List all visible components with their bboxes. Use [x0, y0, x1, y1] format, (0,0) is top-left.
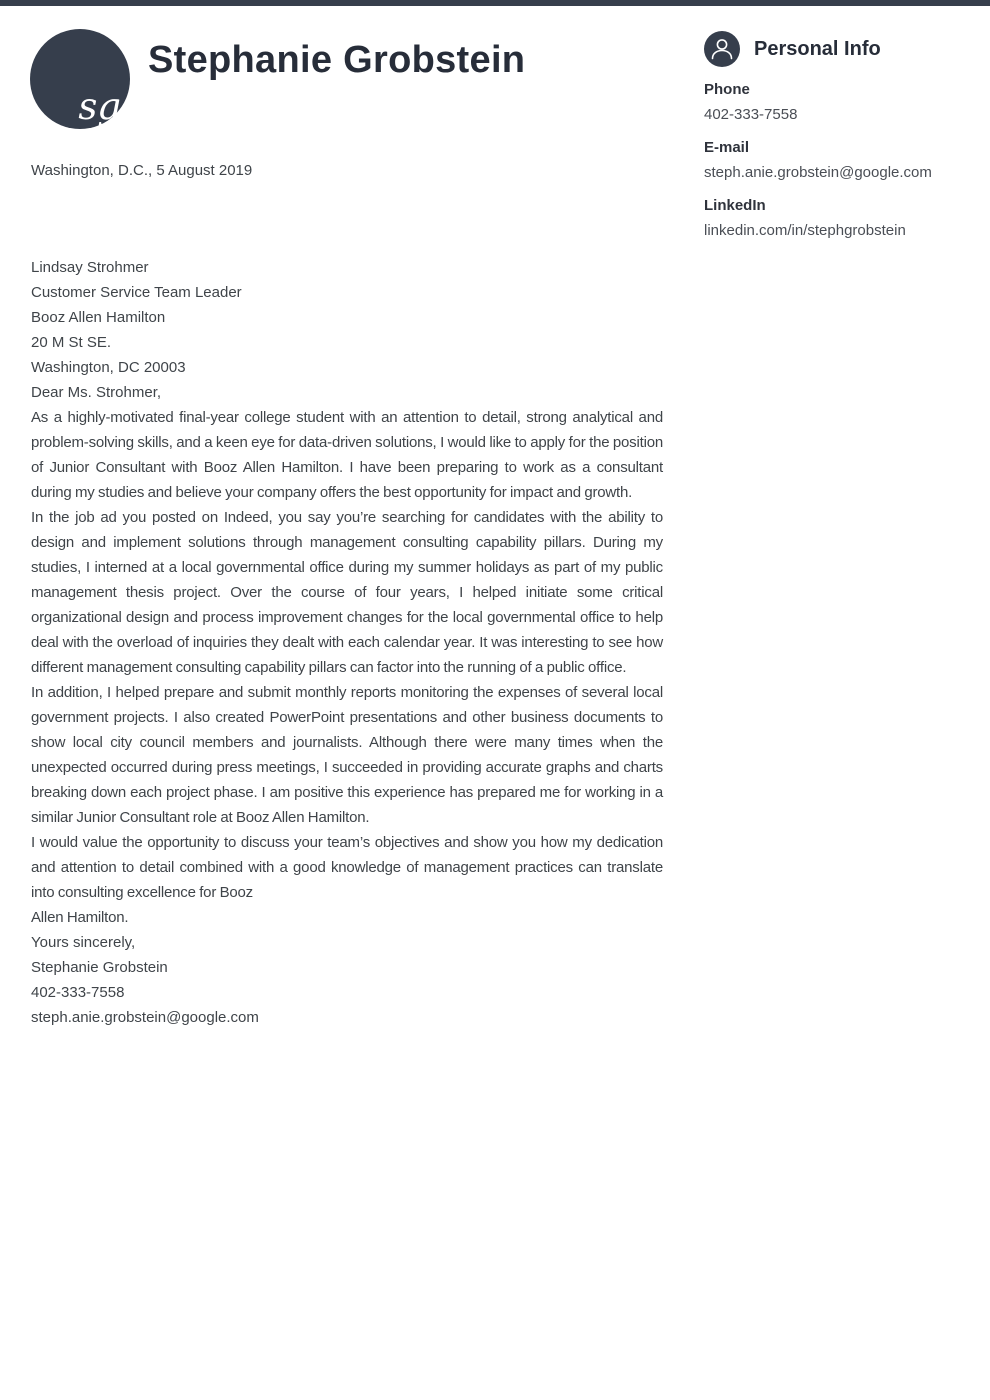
recipient-street: 20 M St SE.	[31, 334, 112, 351]
paragraph-4-tail: Allen Hamilton.	[31, 909, 129, 926]
personal-info-item-linkedin	[704, 196, 966, 241]
paragraph-3: In addition, I helped prepare and submit monthly reports monitoring the expenses of several local government projects. I also created PowerPoint presentations and other business documents to show local city council members and journalists. Although there were many times when the unexpected occurred during press meetings, I succeeded in providing accurate graphs and charts breaking down each project phase. I am positive this experience has prepared me for working in a similar Junior Consultant role at Booz Allen Hamilton.	[31, 684, 663, 826]
page-title: Stephanie Grobstein	[148, 39, 526, 81]
avatar-monogram: sg	[78, 85, 121, 128]
paragraph-4-main: I would value the opportunity to discuss your team’s objectives and show you how my dedication and attention to detail combined with a good knowledge of management practices can translate into consulting excellence for Booz	[31, 834, 663, 901]
email-label: E-mail	[704, 139, 750, 156]
signature-email: steph.anie.grobstein@google.com	[31, 1009, 259, 1026]
person-icon	[704, 31, 740, 67]
avatar	[30, 29, 130, 129]
personal-info-item-phone	[704, 80, 966, 125]
personal-info-panel	[704, 31, 966, 241]
salutation: Dear Ms. Strohmer,	[31, 384, 162, 401]
paragraph-1: As a highly-motivated final-year college student with an attention to detail, strong analytical and problem-solving skills, and a keen eye for data-driven solutions, I would like to apply for the position of Junior Consultant with Booz Allen Hamilton. I have been preparing to work as a consultant during my studies and believe your company offers the best opportunity for impact and growth.	[31, 409, 663, 501]
personal-info-title: Personal Info	[754, 37, 881, 60]
closing-line: Yours sincerely,	[31, 934, 136, 951]
phone-value: 402-333-7558	[704, 106, 798, 123]
phone-label: Phone	[704, 81, 750, 98]
top-accent-bar	[0, 0, 990, 6]
linkedin-value: linkedin.com/in/stephgrobstein	[704, 222, 906, 239]
recipient-city: Washington, DC 20003	[31, 359, 186, 376]
letter-body	[31, 158, 663, 1030]
recipient-role: Customer Service Team Leader	[31, 284, 242, 301]
linkedin-label: LinkedIn	[704, 197, 766, 214]
paragraph-2: In the job ad you posted on Indeed, you say you’re searching for candidates with the ability to design and implement solutions through management consulting capability pillars. During my studies, I interned at a local governmental office during my summer holidays as part of my public management thesis project. Over the course of four years, I helped initiate some critical organizational design and process improvement changes for the local governmental office to help deal with the overload of inquiries they dealt with each calendar year. It was interesting to see how different management consulting capability pillars can factor into the running of a public office.	[31, 509, 663, 676]
recipient-block	[31, 255, 663, 380]
personal-info-item-email	[704, 138, 966, 183]
recipient-name: Lindsay Strohmer	[31, 259, 149, 276]
signature-name: Stephanie Grobstein	[31, 959, 168, 976]
date-line: Washington, D.C., 5 August 2019	[31, 162, 253, 179]
email-value: steph.anie.grobstein@google.com	[704, 164, 932, 181]
signature-phone: 402-333-7558	[31, 984, 125, 1001]
recipient-company: Booz Allen Hamilton	[31, 309, 166, 326]
personal-info-header	[704, 31, 966, 67]
paragraph-4	[31, 830, 663, 930]
